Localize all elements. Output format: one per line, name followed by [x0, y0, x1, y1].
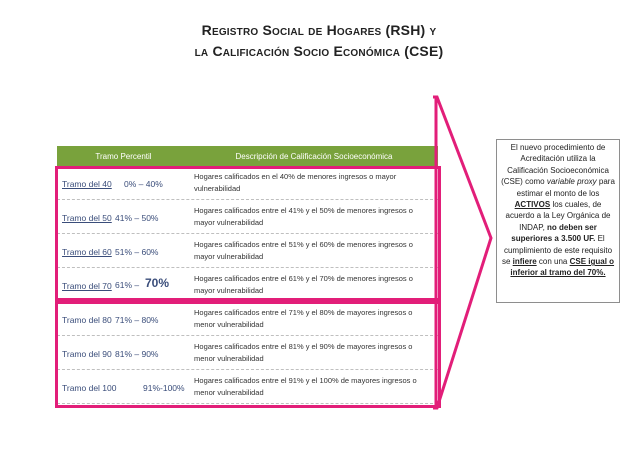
tramo-percent: 71% – 80%	[115, 315, 159, 325]
note-text-1: El nuevo procedimiento de Acreditación utiliza la Calificación Socioeconómica (CSE) como	[501, 143, 609, 187]
tramo-description: Hogares calificados en el 40% de menores ingresos o mayor vulnerabilidad	[194, 172, 397, 193]
tramo-percent-highlight: 70%	[145, 276, 170, 290]
tramo-description: Hogares calificados entre el 51% y el 60% de menores ingresos o mayor vulnerabilidad	[194, 240, 413, 261]
note-text-2: para estimar el monto de los	[516, 177, 615, 198]
note-text-5: con una	[538, 257, 568, 267]
tramo-label: Tramo del 60	[62, 247, 112, 257]
tramo-description: Hogares calificados entre el 61% y el 70% de menores ingresos o mayor vulnerabilidad	[194, 274, 413, 295]
page-title: Registro Social de Hogares (RSH) y	[201, 22, 437, 38]
note-text-cse: CSE igual o inferior al tramo del 70%.	[510, 257, 615, 278]
tramo-label: Tramo del 90	[62, 349, 112, 359]
note-text-infiere: infiere	[512, 257, 537, 267]
tramo-label: Tramo del 80	[62, 315, 112, 325]
note-box	[496, 139, 620, 303]
tramo-percent: 0% – 40%	[124, 179, 163, 189]
tramo-description: Hogares calificados entre el 91% y el 100% de mayores ingresos o menor vulnerabilidad	[194, 376, 417, 397]
note-text-3: los cuales, de acuerdo a la Ley Orgánica de INDAP,	[505, 200, 611, 232]
tramo-description: Hogares calificados entre el 81% y el 90% de mayores ingresos o menor vulnerabilidad	[194, 342, 413, 363]
tramo-description: Hogares calificados entre el 41% y el 50% de menores ingresos o mayor vulnerabilidad	[194, 206, 413, 227]
note-text-proxy: variable proxy	[546, 177, 597, 187]
tramo-label: Tramo del 40	[62, 179, 112, 189]
note-text-activos: ACTIVOS	[514, 200, 551, 210]
tramo-percent: 91%-100%	[143, 383, 185, 393]
tramo-label: Tramo del 70	[62, 281, 112, 291]
tramo-percent: 51% – 60%	[115, 247, 159, 257]
header-descripcion: Descripción de Calificación Socioeconómica	[235, 151, 393, 161]
page-subtitle: la Calificación Socio Económica (CSE)	[194, 43, 444, 59]
tramo-percent: 81% – 90%	[115, 349, 159, 359]
tramo-description: Hogares calificados entre el 71% y el 80% de mayores ingresos o menor vulnerabilidad	[194, 308, 413, 329]
tramo-percent: 41% – 50%	[115, 213, 159, 223]
tramo-label: Tramo del 100	[62, 383, 117, 393]
tramo-percent: 61% –	[115, 280, 140, 290]
header-tramo: Tramo Percentil	[95, 151, 152, 161]
note-text-4: El cumplimiento de este requisito se	[501, 234, 613, 267]
note-text-limit: no deben ser superiores a 3.500 UF.	[511, 222, 597, 244]
tramo-label: Tramo del 50	[62, 213, 112, 223]
